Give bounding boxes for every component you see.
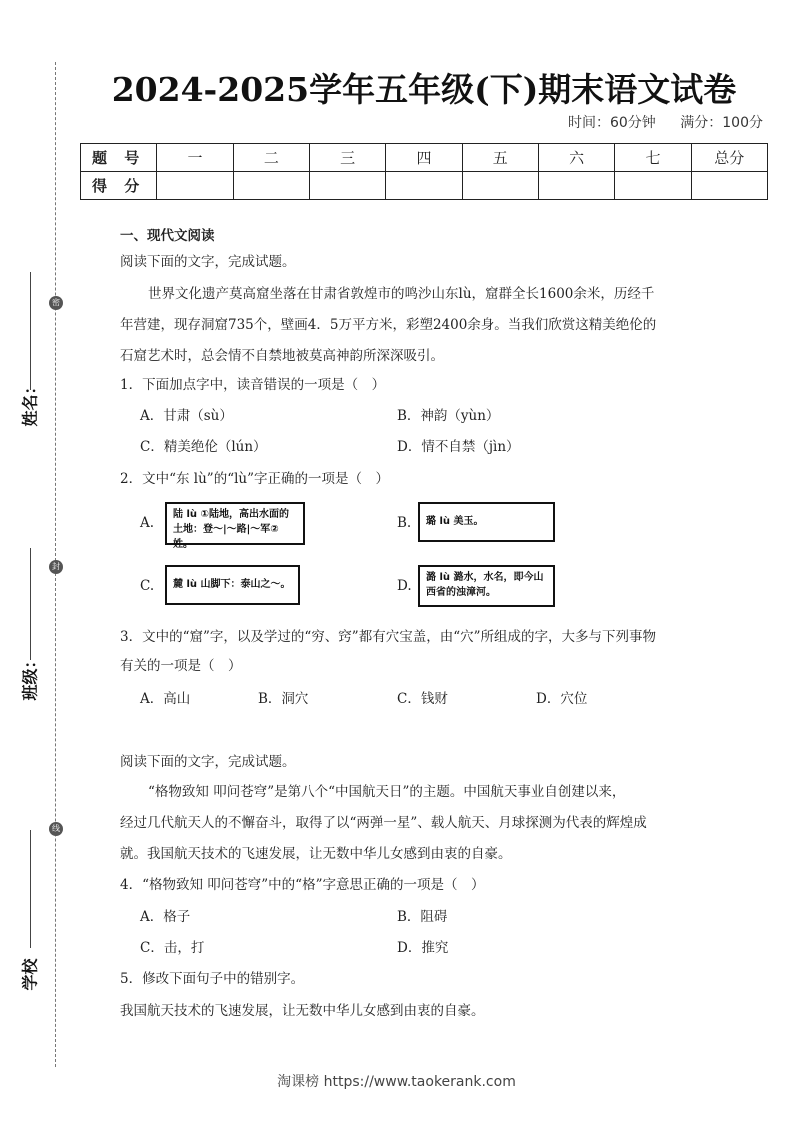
score-header-cell: 六 [538,144,614,172]
score-input-cell[interactable] [615,172,691,200]
q4-option-a[interactable]: A．格子 [140,909,191,925]
score-header-cell: 一 [157,144,233,172]
q2-option-d-box[interactable]: 潞 lù 潞水，水名，即今山西省的浊漳河。 [418,565,555,607]
score-input-cell[interactable] [691,172,767,200]
question-4-stem: 4．“格物致知 叩问苍穹”中的“格”字意思正确的一项是（ ） [120,877,485,893]
name-label: 姓名： [20,378,40,427]
school-write-line [30,830,31,948]
name-write-line [30,272,31,390]
time-info: 时间：60分钟 [567,115,656,131]
q1-option-d[interactable]: D．情不自禁（jìn） [397,439,520,455]
passage-1-line: 石窟艺术时，总会情不自禁地被莫高神韵所深深吸引。 [120,348,444,364]
score-input-cell[interactable] [233,172,309,200]
school-label: 学校 [20,958,40,991]
question-3-stem-line-1: 3．文中的“窟”字，以及学过的“穷、窍”都有穴宝盖，由“穴”所组成的字，大多与下列事物 [120,629,656,645]
q1-option-a[interactable]: A．甘肃（sù） [140,408,233,424]
score-header-cell: 二 [233,144,309,172]
seal-mark-feng: 封 [49,560,63,574]
passage-1-line: 年营建，现存洞窟735个，壁画4．5万平方米，彩塑2400余身。当我们欣赏这精美绝伦的 [120,317,657,333]
score-header-cell: 题 号 [81,144,157,172]
q2-option-c-letter: C. [140,578,155,594]
section-2-instruction: 阅读下面的文字，完成试题。 [120,754,296,770]
q3-option-a[interactable]: A．高山 [140,691,191,707]
section-1-instruction: 阅读下面的文字，完成试题。 [120,254,296,270]
seal-mark-xian: 线 [49,822,63,836]
score-info: 满分：100分 [680,115,763,131]
exam-meta [548,112,763,132]
q2-option-b-box[interactable]: 璐 lù 美玉。 [418,502,555,542]
score-header-cell: 三 [309,144,385,172]
q2-option-b-letter: B. [397,515,412,531]
q1-option-c[interactable]: C．精美绝伦（lún） [140,439,267,455]
class-write-line [30,548,31,660]
score-header-cell: 四 [386,144,462,172]
q3-option-b[interactable]: B．洞穴 [258,691,309,707]
question-1-stem: 1．下面加点字中，读音错误的一项是（ ） [120,377,386,393]
score-input-cell[interactable] [538,172,614,200]
q1-option-b[interactable]: B．神韵（yùn） [397,408,500,424]
score-input-cell[interactable] [309,172,385,200]
seal-mark-mi: 密 [49,296,63,310]
section-1-title: 一、现代文阅读 [120,228,215,244]
score-table [80,143,768,200]
passage-2-line: 就。我国航天技术的飞速发展，让无数中华儿女感到由衷的自豪。 [120,846,512,862]
score-table-score-row [81,172,768,200]
score-input-cell[interactable] [386,172,462,200]
question-5-stem: 5．修改下面句子中的错别字。 [120,971,305,987]
q4-option-d[interactable]: D．推究 [397,940,449,956]
question-5-sentence: 我国航天技术的飞速发展，让无数中华儿女感到由衷的自豪。 [120,1003,485,1019]
score-header-cell: 总分 [691,144,767,172]
score-header-cell: 五 [462,144,538,172]
q2-option-a-letter: A. [140,515,155,531]
q4-option-c[interactable]: C．击，打 [140,940,205,956]
passage-1-line: 世界文化遗产莫高窟坐落在甘肃省敦煌市的鸣沙山东lù，窟群全长1600余米，历经千 [148,286,655,302]
footer-watermark: 淘课榜 https://www.taokerank.com [277,1074,516,1090]
passage-2-line: “格物致知 叩问苍穹”是第八个“中国航天日”的主题。中国航天事业自创建以来， [148,784,626,800]
q2-option-c-box[interactable]: 麓 lù 山脚下：泰山之～。 [165,565,300,605]
q2-option-a-box[interactable]: 陆 lù ①陆地，高出水面的土地：登～|～路|～军②姓。 [165,502,305,545]
passage-2-line: 经过几代航天人的不懈奋斗，取得了以“两弹一星”、载人航天、月球探测为代表的辉煌成 [120,815,647,831]
score-input-cell[interactable] [462,172,538,200]
question-2-stem: 2．文中“东 lù”的“lù”字正确的一项是（ ） [120,471,390,487]
q2-option-d-letter: D. [397,578,412,594]
score-table-header-row [81,144,768,172]
score-row-label: 得 分 [81,172,157,200]
q3-option-c[interactable]: C．钱财 [397,691,448,707]
q4-option-b[interactable]: B．阻碍 [397,909,448,925]
score-input-cell[interactable] [157,172,233,200]
q3-option-d[interactable]: D．穴位 [536,691,588,707]
score-header-cell: 七 [615,144,691,172]
class-label: 班级： [20,652,40,701]
exam-title: 2024-2025学年五年级(下)期末语文试卷 [111,70,737,109]
question-3-stem-line-2: 有关的一项是（ ） [120,658,242,674]
